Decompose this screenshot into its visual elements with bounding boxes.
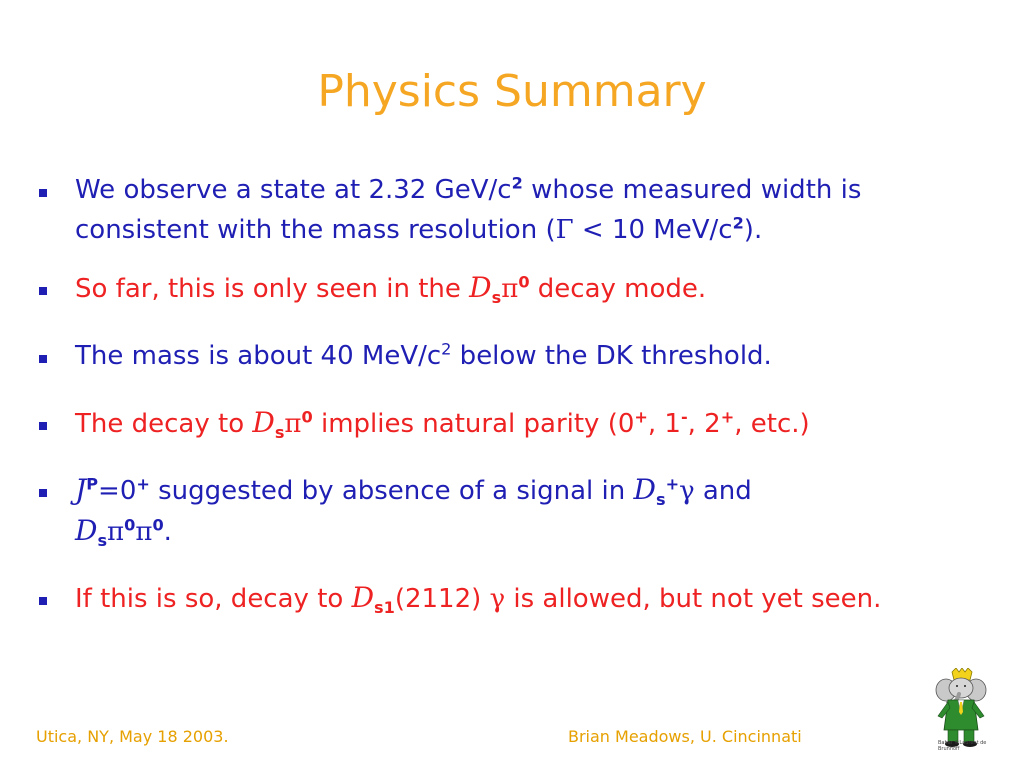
bullet-text: below the DK threshold. (451, 341, 772, 371)
bullet-square-icon (39, 489, 47, 497)
math-symbol: D (469, 271, 492, 304)
footer-author: Brian Meadows, U. Cincinnati (568, 727, 802, 746)
greek-symbol: Γ (555, 215, 574, 245)
superscript: 2 (732, 213, 744, 233)
math-symbol: D (252, 406, 275, 439)
superscript: 0 (124, 515, 136, 535)
superscript: 2 (441, 339, 452, 359)
bullet-square-icon (39, 422, 47, 430)
bullet-square-icon (39, 355, 47, 363)
bullet-text: . (163, 517, 172, 547)
bullet-text: < 10 MeV/c (573, 215, 733, 245)
subscript: s (97, 531, 108, 551)
babar-elephant-mascot-icon (930, 668, 992, 750)
greek-symbol: π (107, 517, 125, 547)
superscript: 0 (518, 272, 530, 292)
subscript: s1 (374, 598, 395, 618)
bullet-text: The decay to (75, 409, 253, 439)
bullet-item (36, 403, 1001, 444)
bullet-square-icon (39, 189, 47, 197)
bullet-text: decay mode. (529, 274, 707, 304)
bullet-text: and (694, 476, 752, 506)
slide-title: Physics Summary (317, 66, 707, 117)
greek-symbol: γ (679, 476, 695, 506)
math-symbol: D (75, 514, 98, 547)
bullet-square-icon (39, 597, 47, 605)
bullet-item (36, 170, 1001, 250)
bullet-text: (2112) (394, 584, 490, 614)
bullet-item (36, 470, 1001, 552)
bullet-text: suggested by absence of a signal in (149, 476, 634, 506)
bullet-item (36, 336, 1001, 376)
superscript: + (665, 474, 680, 494)
bullet-text: We observe a state at 2.32 GeV/c (75, 175, 512, 205)
bullet-item (36, 578, 1001, 619)
bullet-text: =0 (98, 476, 137, 506)
math-symbol: J (75, 473, 87, 506)
superscript: 0 (152, 515, 164, 535)
footer-location-date: Utica, NY, May 18 2003. (36, 727, 229, 746)
greek-symbol: π (501, 274, 519, 304)
mascot-credit: Babar ©Laurent de Brunhoff (938, 740, 987, 752)
bullet-square-icon (39, 287, 47, 295)
greek-symbol: π (135, 517, 153, 547)
bullet-text: So far, this is only seen in the (75, 274, 470, 304)
bullet-text: , etc.) (734, 409, 810, 439)
superscript: P (86, 474, 99, 494)
subscript: s (274, 423, 285, 443)
subscript: s (655, 490, 666, 510)
bullet-text: If this is so, decay to (75, 584, 352, 614)
math-symbol: D (633, 473, 656, 506)
greek-symbol: π (284, 409, 302, 439)
superscript: + (634, 407, 648, 427)
bullet-text: is allowed, but not yet seen. (505, 584, 882, 614)
superscript: 2 (511, 173, 523, 193)
bullet-text: ). (743, 215, 763, 245)
bullet-text: , 1 (647, 409, 681, 439)
bullet-text: implies natural parity (0 (312, 409, 635, 439)
bullet-text: whose measured width is consistent with the mass resolution ( (75, 175, 862, 245)
bullet-list (36, 170, 1001, 619)
bullet-text: The mass is about 40 MeV/c (75, 341, 442, 371)
superscript: 0 (301, 407, 313, 427)
bullet-item (36, 268, 1001, 309)
superscript: - (680, 407, 688, 427)
superscript: + (720, 407, 735, 427)
superscript: + (136, 474, 150, 494)
greek-symbol: γ (489, 584, 506, 614)
subscript: s (491, 288, 502, 308)
bullet-text: , 2 (687, 409, 721, 439)
math-symbol: D (351, 581, 375, 614)
